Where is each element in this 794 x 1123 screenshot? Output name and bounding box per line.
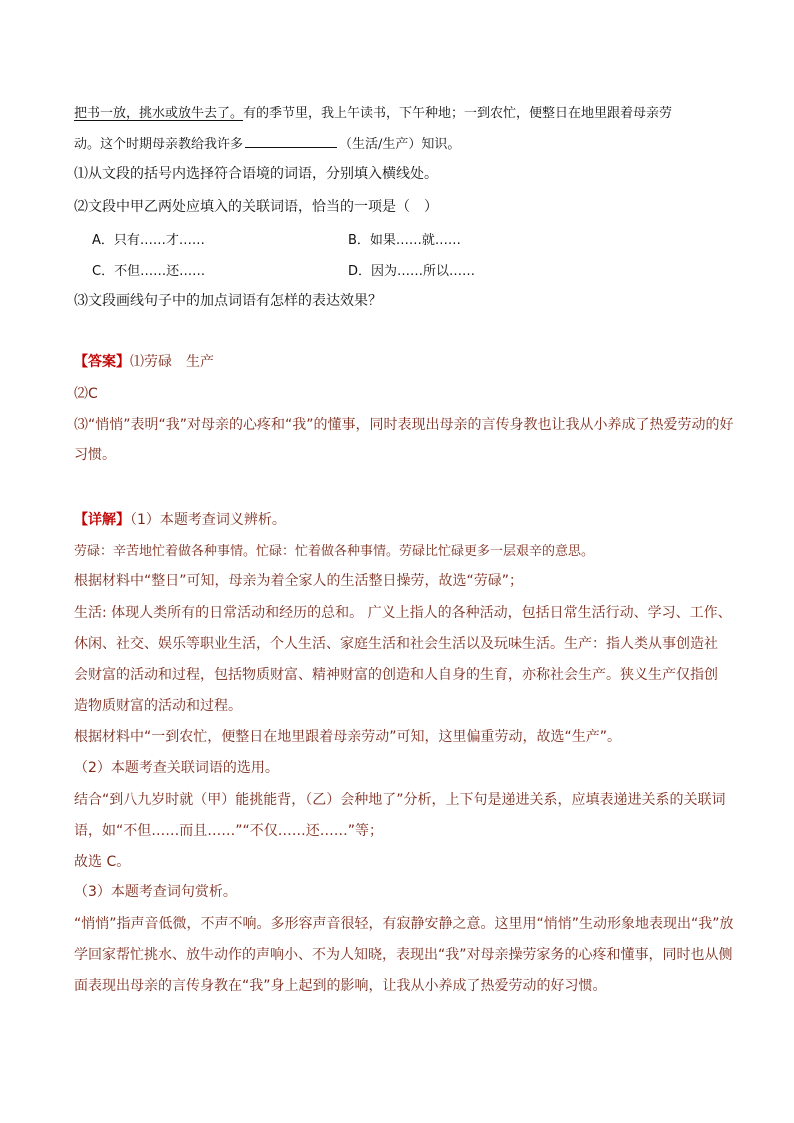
detail-label: 【详解】	[74, 512, 130, 528]
passage-text: 有的季节里，我上午读书，下午种地；一到农忙，便整日在地里跟着母亲劳	[243, 106, 673, 121]
passage-text: （生活/生产）知识。	[339, 137, 461, 152]
answer-2: ⑵C	[74, 386, 98, 402]
detail-line-1	[74, 509, 724, 529]
detail-section-2-title: （2）本题考查关联词语的选用。	[74, 760, 279, 776]
option-a: A．只有……才……	[92, 233, 205, 248]
detail-paragraph: 语，如“不但……而且……”“不仅……还……”等；	[74, 823, 384, 839]
detail-paragraph: 会财富的活动和过程，包括物质财富、精神财富的创造和人自身的生育，亦称社会生产。狭义生产仅指创	[74, 667, 718, 683]
answer-3-line-1: ⑶“悄悄”表明“我”对母亲的心疼和“我”的懂事，同时表现出母亲的言传身教也让我从小养成了热爱劳动的好	[74, 417, 734, 433]
answer-1: ⑴劳碌 生产	[130, 354, 214, 370]
passage-line-1	[74, 102, 724, 121]
detail-paragraph: 造物质财富的活动和过程。	[74, 698, 242, 714]
question-3: ⑶文段画线句子中的加点词语有怎样的表达效果？	[74, 293, 382, 309]
option-b: B．如果……就……	[348, 233, 461, 248]
detail-paragraph: 面表现出母亲的言传身教在“我”身上起到的影响，让我从小养成了热爱劳动的好习惯。	[74, 978, 607, 994]
underlined-sentence: 把书一放，挑水或放牛去了。	[74, 106, 244, 121]
detail-definition: 劳碌：辛苦地忙着做各种事情。忙碌：忙着做各种事情。劳碌比忙碌更多一层艰辛的意思。	[74, 544, 595, 559]
detail-paragraph: “悄悄”指声音低微，不声不响。多形容声音很轻，有寂静安静之意。这里用“悄悄”生动形象地表现出“我”放	[74, 916, 734, 932]
option-d: D．因为……所以……	[348, 264, 476, 279]
detail-section-3-title: （3）本题考查词句赏析。	[74, 884, 237, 900]
detail-paragraph: 结合“到八九岁时就（甲）能挑能背，（乙）会种地了”分析，上下句是递进关系，应填表递进关系的关联词	[74, 792, 726, 808]
passage-text: 动。这个时期母亲教给我许多	[74, 137, 244, 152]
detail-section-1-title: （1）本题考查词义辨析。	[130, 512, 286, 528]
detail-paragraph: 生活: 体现人类所有的日常活动和经历的总和。 广义上指人的各种活动，包括日常生活行动、学习、工作、	[74, 605, 732, 621]
answer-line-1	[74, 351, 724, 371]
detail-paragraph: 根据材料中“一到农忙，便整日在地里跟着母亲劳动”可知，这里偏重劳动，故选“生产”。	[74, 729, 622, 745]
option-c: C．不但……还……	[92, 264, 206, 279]
detail-paragraph: 根据材料中“整日”可知，母亲为着全家人的生活整日操劳，故选“劳碌”；	[74, 573, 524, 589]
detail-paragraph: 故选 C。	[74, 854, 131, 870]
question-1: ⑴从文段的括号内选择符合语境的词语，分别填入横线处。	[74, 166, 438, 182]
fill-blank	[245, 135, 337, 148]
answer-3-line-2: 习惯。	[74, 447, 116, 463]
passage-line-2	[74, 133, 724, 152]
answer-label: 【答案】	[74, 354, 130, 370]
question-2: ⑵文段中甲乙两处应填入的关联词语，恰当的一项是（ ）	[74, 199, 438, 215]
detail-paragraph: 学回家帮忙挑水、放牛动作的声响小、不为人知晓，表现出“我”对母亲操劳家务的心疼和懂事，同时也从侧	[74, 947, 733, 963]
detail-paragraph: 休闲、社交、娱乐等职业生活，个人生活、家庭生活和社会生活以及玩味生活。生产：指人类从事创造社	[74, 636, 718, 652]
